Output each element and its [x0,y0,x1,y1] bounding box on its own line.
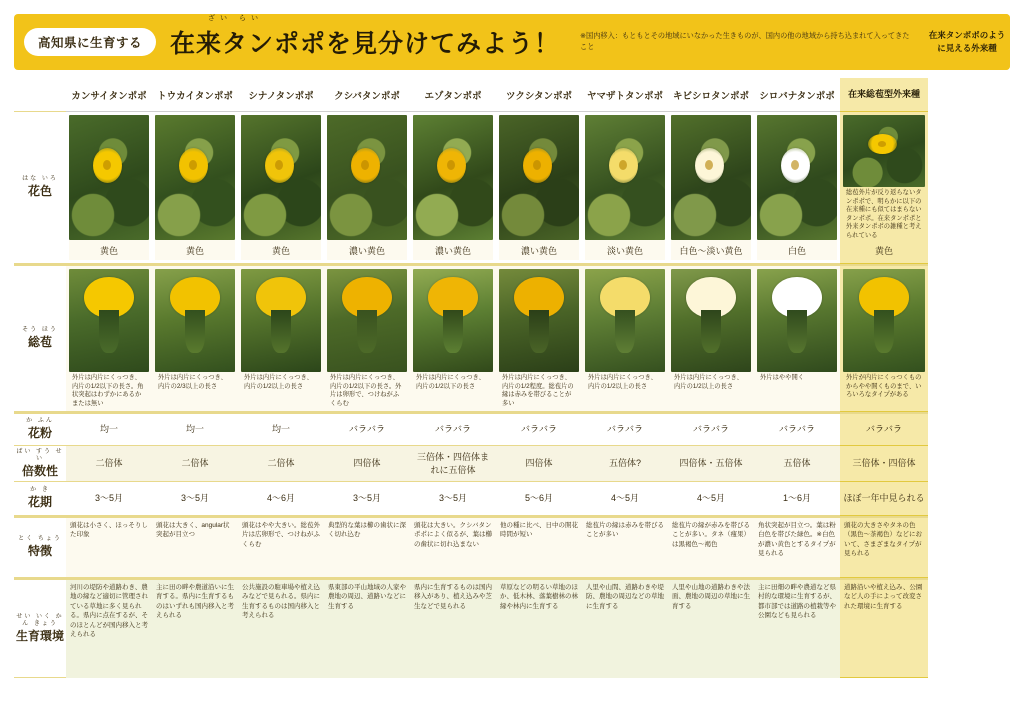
species-column-2 [152,78,238,678]
alien-photo-note: 総苞外片が反り返らないタンポポで、明らかに以下の在来種にも似てはまらないタンポポ。在来タンポポと外来タンポポの雑種と考えられている [843,187,925,240]
flower-photo-cell [668,112,754,264]
season-cell: 4〜6月 [238,482,324,516]
pollen-cell: バラバラ [754,412,840,446]
species-column-9 [754,78,840,678]
bract-note: 外片は内片にくっつき、内片の1/2以下の長さ。角状突起はわずかにあるかまたは無い [72,374,144,407]
feature-cell: 頭花は大きい。クシバタンポポによく似るが、葉は櫛の歯状に切れ込まない [410,516,496,578]
season-cell: 4〜5月 [668,482,754,516]
label: 花期 [27,495,52,510]
title-ruby: ざい らい [208,15,263,22]
species-column-7 [582,78,668,678]
ruby: とく ちょう [18,536,62,543]
alien-flower-photo-cell [840,112,928,264]
corner-cell [14,78,66,112]
season-cell: 3〜5月 [410,482,496,516]
season-cell: 4〜5月 [582,482,668,516]
flower-color-caption: 濃い黄色 [327,240,407,260]
species-name: ヤマザトタンポポ [582,78,668,112]
bract-note: 外片は内片にくっつき、内片の1/2以上の長さ [588,374,657,390]
pollen-cell: 均一 [152,412,238,446]
season-cell: 5〜6月 [496,482,582,516]
feature-cell: 他の種に比べ、日中の開花時間が短い [496,516,582,578]
bract-cell [582,264,668,412]
pollen-cell: 均一 [238,412,324,446]
species-columns [66,78,840,678]
pollen-cell: 均一 [66,412,152,446]
bract-cell [496,264,582,412]
ploidy-cell: 五倍体 [754,446,840,482]
bract-cell [668,264,754,412]
bract-note: 外片は内片にくっつき、内片の1/2以上の長さ [244,374,313,390]
comparison-table [14,78,1010,678]
alien-feature: 頭花の大きさやタネの色（黒色〜茶褐色）などにおいて、さまざまなタイプが見られる [840,516,928,578]
bract-note: 外片は内片にくっつき、内片の1/2以下の長さ。外片は卵形で、つけねがふくらむ [330,374,402,407]
species-name: シロバナタンポポ [754,78,840,112]
poster-header [14,14,1010,70]
ploidy-cell: 四倍体 [496,446,582,482]
flower-color-caption: 黄色 [69,240,149,260]
species-name: クシバタンポポ [324,78,410,112]
ruby: はな いろ [22,176,58,183]
ploidy-cell: 三倍体・四倍体まれに五倍体 [410,446,496,482]
ruby: そう ほう [22,327,58,334]
habitat-cell: 主に田の畔や農道沿いに生育する。県内に生育するものはいずれも国内移入と考えられる [152,578,238,678]
row-label-column [14,78,66,678]
label: 花粉 [27,426,52,441]
flower-photo-cell [66,112,152,264]
season-cell: 1〜6月 [754,482,840,516]
species-column-8 [668,78,754,678]
label: 花色 [27,184,52,199]
alien-ploidy: 三倍体・四倍体 [840,446,928,482]
feature-cell: 典型的な葉は櫛の歯状に深く切れ込む [324,516,410,578]
page-title [170,15,561,60]
flower-photo-cell [238,112,324,264]
pollen-cell: バラバラ [496,412,582,446]
alien-habitat: 道路沿いや植え込み、公園など人の手によって改変された環境に生育する [840,578,928,678]
ruby: せい いく かん きょう [16,613,64,627]
flower-photo-cell [152,112,238,264]
label: 特徴 [27,544,52,559]
header-note: ※国内移入：もともとその地域にいなかった生きものが、国内の他の地域から持ち込まれて入ってきたこと [580,31,910,51]
ploidy-cell: 四倍体・五倍体 [668,446,754,482]
alien-header-box: 在来タンポポのように見える外来種 [924,14,1010,70]
bract-cell [324,264,410,412]
species-column-alien [840,78,928,678]
alien-flower-color: 黄色 [843,240,925,260]
habitat-cell: 公共施設の駐車場や植え込みなどで見られる。県内に生育するものは国内移入と考えられる [238,578,324,678]
species-column-6 [496,78,582,678]
alien-bract-cell [840,264,928,412]
bract-cell [152,264,238,412]
row-label-ploidy [14,446,66,482]
alien-pollen: バラバラ [840,412,928,446]
pollen-cell: バラバラ [324,412,410,446]
species-column-1 [66,78,152,678]
season-cell: 3〜5月 [152,482,238,516]
flower-photo-cell [582,112,668,264]
bract-note: 外片はやや開く [760,374,805,381]
ploidy-cell: 四倍体 [324,446,410,482]
label: 生育環境 [15,628,64,643]
bract-note: 外片は内片にくっつき、内片の1/2以下の長さ [416,374,485,390]
species-column-4 [324,78,410,678]
ruby: か き [30,487,50,494]
title-text: 在来タンポポを見分けてみよう！ [170,30,561,58]
ploidy-cell: 二倍体 [66,446,152,482]
flower-color-caption: 白色〜淡い黄色 [671,240,751,260]
ploidy-cell: 五倍体? [582,446,668,482]
row-label-flower-color [14,112,66,264]
flower-color-caption: 黄色 [155,240,235,260]
flower-color-caption: 黄色 [241,240,321,260]
feature-cell: 総苞片の縁は赤みを帯びることが多い [582,516,668,578]
ploidy-cell: 二倍体 [238,446,324,482]
feature-cell: 頭花は小さく、ほっそりした印象 [66,516,152,578]
habitat-cell: 人里や山間、道路わきや堤防、農地の周辺などの草地に生育する [582,578,668,678]
flower-color-caption: 白色 [757,240,837,260]
species-name: カンサイタンポポ [66,78,152,112]
flower-color-caption: 濃い黄色 [413,240,493,260]
flower-photo-cell [496,112,582,264]
species-column-3 [238,78,324,678]
species-name: シナノタンポポ [238,78,324,112]
pollen-cell: バラバラ [668,412,754,446]
bract-note: 外片は内片にくっつき、内片の2/3以上の長さ [158,374,227,390]
row-label-pollen [14,412,66,446]
habitat-cell: 河川の堤防や道路わき、農地の縁など適切に管理されている草地に多く見られる。県内に点在するが、そのほとんどが国内移入と考えられる [66,578,152,678]
alien-season: ほぼ一年中見られる [840,482,928,516]
alien-bract-note: 外片が内片にくっつくものからやや開くものまで、いろいろなタイプがある [843,372,925,408]
flower-photo-cell [410,112,496,264]
feature-cell: 頭花はやや大きい。総苞外片は広卵形で、つけねがふくらむ [238,516,324,578]
row-label-feature [14,516,66,578]
label: 倍数性 [21,463,58,478]
row-label-habitat [14,578,66,678]
bract-cell [66,264,152,412]
bract-cell [754,264,840,412]
alien-column-header: 在来総苞型外来種 [840,78,928,112]
species-name: キビシロタンポポ [668,78,754,112]
species-name: トウカイタンポポ [152,78,238,112]
season-cell: 3〜5月 [66,482,152,516]
flower-photo-cell [754,112,840,264]
species-column-5 [410,78,496,678]
feature-cell: 角状突起が目立つ。葉は粉白色を帯びた緑色。※白色が濃い黄色とするタイプが見られる [754,516,840,578]
flower-color-caption: 濃い黄色 [499,240,579,260]
habitat-cell: 草原などの明るい草地のほか、低木林、落葉樹林の林縁や林内に生育する [496,578,582,678]
ruby: ばい すう せい [16,448,64,462]
bract-note: 外片は内片にくっつき、内片の1/2以上の長さ [674,374,743,390]
season-cell: 3〜5月 [324,482,410,516]
habitat-cell: 人里や山地の道路わきや法面、農地の周辺の草地に生育する [668,578,754,678]
flower-photo-cell [324,112,410,264]
flower-color-caption: 淡い黄色 [585,240,665,260]
bract-cell [410,264,496,412]
pollen-cell: バラバラ [582,412,668,446]
species-name: エゾタンポポ [410,78,496,112]
species-name: ツクシタンポポ [496,78,582,112]
feature-cell: 頭花は大きく、angular状突起が目立つ [152,516,238,578]
bract-note: 外片は内片にくっつき、内片の1/2程度。総苞片の縁は赤みを帯びることが多い [502,374,574,407]
ruby: か ふん [26,418,54,425]
habitat-cell: 県内に生育するものは国内移入があり、植え込みや芝生などで見られる [410,578,496,678]
pollen-cell: バラバラ [410,412,496,446]
row-label-season [14,482,66,516]
label: 総苞 [27,335,52,350]
ploidy-cell: 二倍体 [152,446,238,482]
bract-cell [238,264,324,412]
habitat-cell: 県東部の平山地域の人家や農地の周辺、道路いなどに生育する [324,578,410,678]
row-label-bract [14,264,66,412]
habitat-cell: 主に田畑の畔や農道など県村的な環境に生育するが、都市部では道路の植栽等や公園なども見られる [754,578,840,678]
header-pill: 高知県に生育する [24,28,156,56]
feature-cell: 総苞片の縁が赤みを帯びることが多い。タネ（痩果）は黒褐色〜褐色 [668,516,754,578]
